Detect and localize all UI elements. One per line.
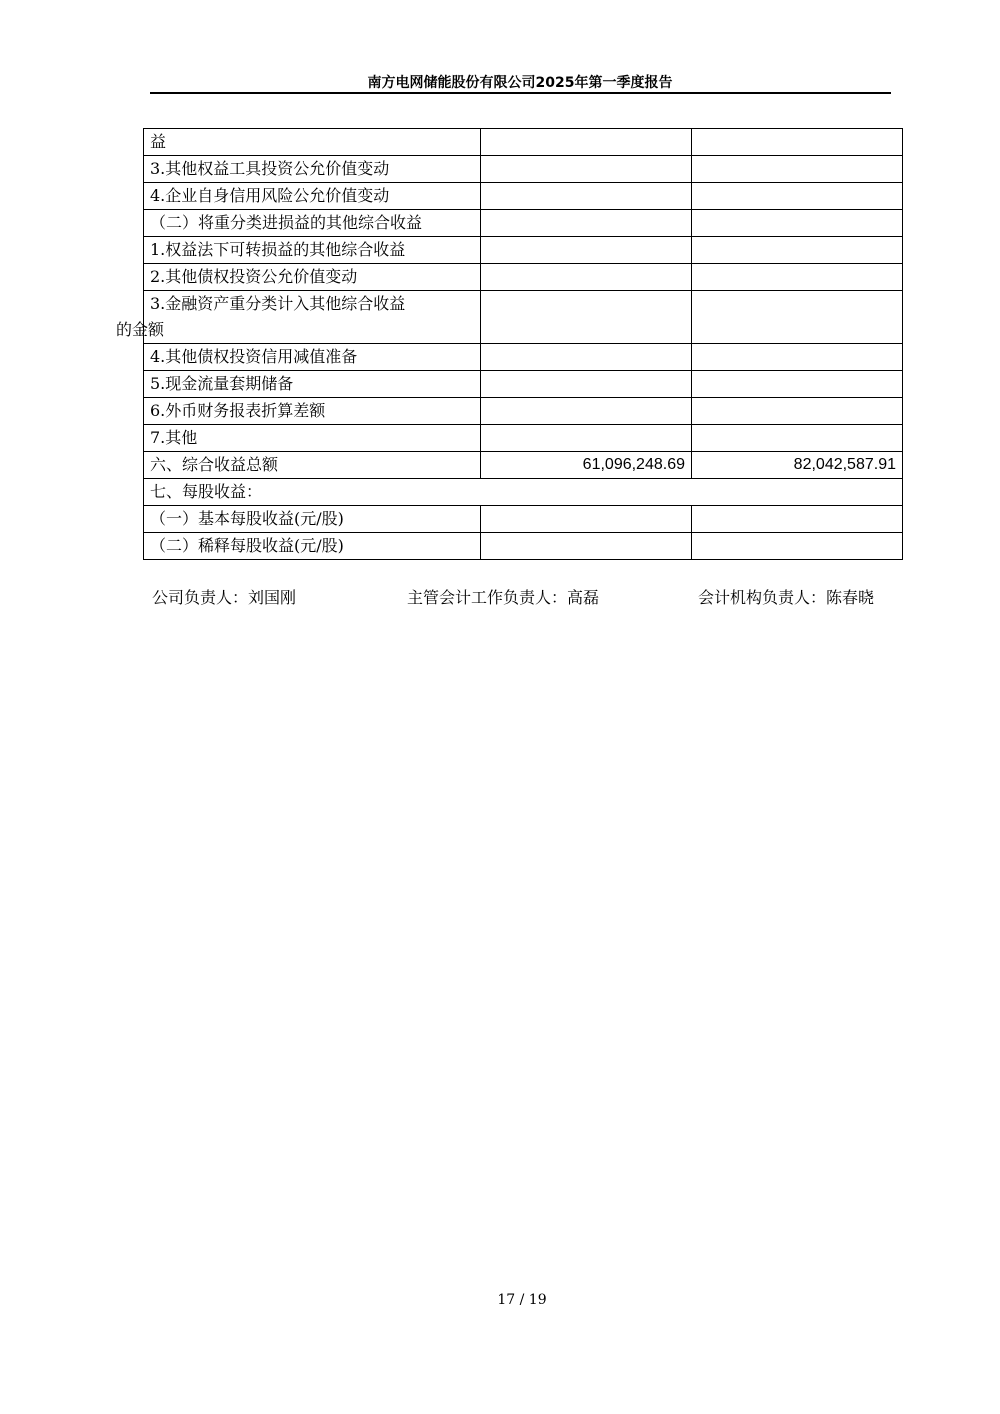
current-period-value (481, 425, 692, 452)
current-period-value: 61,096,248.69 (481, 452, 692, 479)
current-period-value (481, 291, 692, 344)
prior-period-value: 82,042,587.91 (692, 452, 903, 479)
current-period-value (481, 506, 692, 533)
row-item-label: 六、综合收益总额 (144, 452, 481, 479)
table-row (144, 344, 903, 371)
table-row (144, 479, 903, 506)
row-item-label: 5.现金流量套期储备 (144, 371, 481, 398)
row-item-label: （二）稀释每股收益(元/股) (144, 533, 481, 560)
row-item-label: 1.权益法下可转损益的其他综合收益 (144, 237, 481, 264)
table-body (116, 129, 903, 560)
table-row (144, 533, 903, 560)
row-item-label: 七、每股收益： (144, 479, 903, 506)
table-row (144, 425, 903, 452)
header-divider (150, 92, 891, 94)
table-row (144, 371, 903, 398)
table-row (144, 291, 903, 344)
accounting-head-signature: 主管会计工作负责人：高磊 (407, 588, 600, 607)
table-row (144, 183, 903, 210)
prior-period-value (692, 210, 903, 237)
prior-period-value (692, 506, 903, 533)
table-row (144, 156, 903, 183)
table-row (144, 506, 903, 533)
prior-period-value (692, 264, 903, 291)
current-period-value (481, 371, 692, 398)
row-item-label (116, 291, 481, 344)
prior-period-value (692, 533, 903, 560)
report-header-title: 南方电网储能股份有限公司2025年第一季度报告 (367, 75, 673, 91)
prior-period-value (692, 398, 903, 425)
row-item-label: （二）将重分类进损益的其他综合收益 (144, 210, 481, 237)
current-period-value (481, 533, 692, 560)
current-period-value (481, 344, 692, 371)
current-period-value (481, 398, 692, 425)
row-item-label: 3.其他权益工具投资公允价值变动 (144, 156, 481, 183)
row-item-label: 2.其他债权投资公允价值变动 (144, 264, 481, 291)
row-item-label: （一）基本每股收益(元/股) (144, 506, 481, 533)
prior-period-value (692, 183, 903, 210)
table-row (144, 237, 903, 264)
current-period-value (481, 183, 692, 210)
prior-period-value (692, 156, 903, 183)
table-row (144, 264, 903, 291)
page-number: 17 / 19 (497, 1292, 547, 1308)
income-statement-table (116, 128, 903, 560)
table-row (144, 210, 903, 237)
row-item-label: 4.其他债权投资信用减值准备 (144, 344, 481, 371)
prior-period-value (692, 425, 903, 452)
row-item-label-line: 3.金融资产重分类计入其他综合收益 (150, 294, 406, 313)
current-period-value (481, 237, 692, 264)
company-head-signature: 公司负责人：刘国刚 (152, 588, 297, 607)
row-item-label: 益 (144, 129, 481, 156)
row-item-label: 4.企业自身信用风险公允价值变动 (144, 183, 481, 210)
current-period-value (481, 129, 692, 156)
row-item-label: 7.其他 (144, 425, 481, 452)
current-period-value (481, 156, 692, 183)
row-item-label-line: 的金额 (116, 320, 165, 339)
row-item-label: 6.外币财务报表折算差额 (144, 398, 481, 425)
accounting-org-head-signature: 会计机构负责人：陈春晓 (698, 588, 875, 607)
prior-period-value (692, 291, 903, 344)
table-row (144, 398, 903, 425)
table-row (144, 129, 903, 156)
prior-period-value (692, 371, 903, 398)
current-period-value (481, 210, 692, 237)
prior-period-value (692, 344, 903, 371)
current-period-value (481, 264, 692, 291)
table-row (144, 452, 903, 479)
prior-period-value (692, 237, 903, 264)
prior-period-value (692, 129, 903, 156)
